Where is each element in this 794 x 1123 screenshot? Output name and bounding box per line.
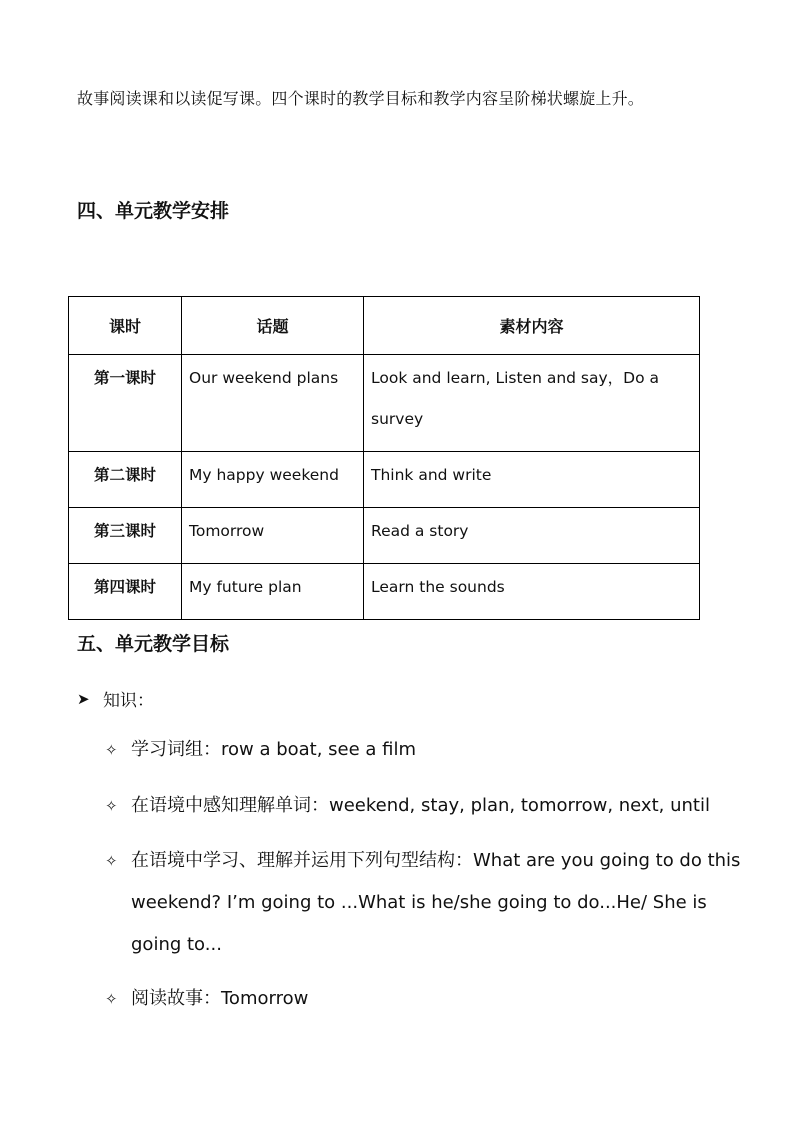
header-lesson: 课时 [69,297,182,355]
section-5-heading: 五、单元教学目标 [77,633,230,655]
table-row [69,564,700,620]
table-row [69,355,700,452]
content-cell: Learn the sounds [364,564,700,620]
topic-cell: Tomorrow [182,508,364,564]
list-item-text: 阅读故事：Tomorrow [131,988,309,1009]
lesson-cell: 第四课时 [69,564,182,620]
list-item [105,785,756,827]
section-4-heading: 四、单元教学安排 [77,200,230,222]
table-row [69,508,700,564]
lesson-cell: 第三课时 [69,508,182,564]
teaching-schedule-table [68,296,700,620]
list-item-text: 在语境中学习、理解并运用下列句型结构：What are you going to do this weekend? I’m going to ...What is he/she going to do...He/ She is going to... [131,850,741,955]
table-header-row [69,297,700,355]
list-item [105,840,756,966]
table-row [69,452,700,508]
topic-cell: My happy weekend [182,452,364,508]
header-content: 素材内容 [364,297,700,355]
diamond-bullet-icon: ✧ [105,741,118,759]
content-cell: Read a story [364,508,700,564]
diamond-bullet-icon: ✧ [105,852,118,870]
topic-cell: Our weekend plans [182,355,364,452]
lesson-cell: 第二课时 [69,452,182,508]
knowledge-bullet [77,686,154,711]
content-cell: Think and write [364,452,700,508]
topic-cell: My future plan [182,564,364,620]
content-cell: Look and learn, Listen and say，Do a survey [364,355,700,452]
diamond-bullet-icon: ✧ [105,797,118,815]
list-item [105,978,756,1020]
lesson-cell: 第一课时 [69,355,182,452]
diamond-bullet-icon: ✧ [105,990,118,1008]
list-item [105,729,756,771]
list-item-text: 学习词组：row a boat, see a film [131,739,417,760]
arrow-bullet-icon: ➤ [77,689,90,708]
header-topic: 话题 [182,297,364,355]
list-item-text: 在语境中感知理解单词：weekend, stay, plan, tomorrow, next, until [131,795,710,816]
knowledge-label: 知识： [103,691,154,711]
intro-paragraph: 故事阅读课和以读促写课。四个课时的教学目标和教学内容呈阶梯状螺旋上升。 [77,89,645,108]
